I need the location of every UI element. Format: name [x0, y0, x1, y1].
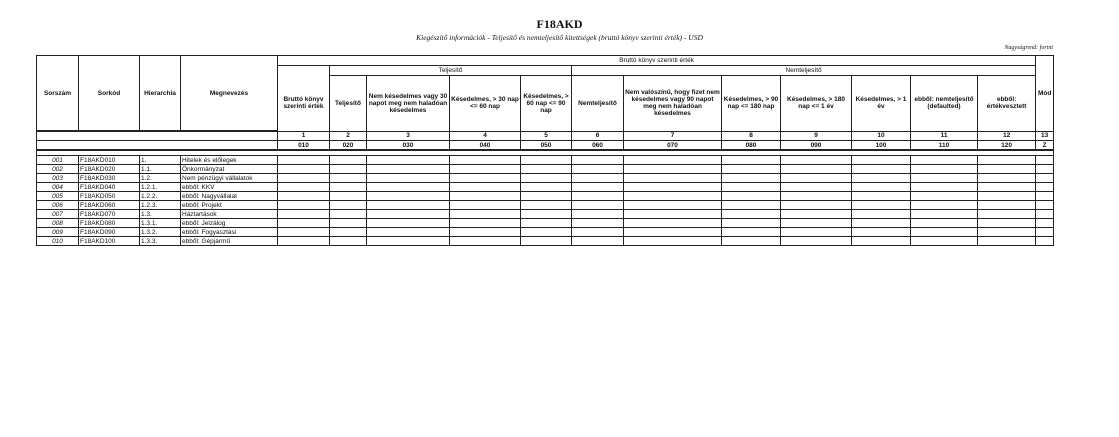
header-brutto-group: Bruttó könyv szerinti érték: [278, 56, 1036, 66]
value-cell-7[interactable]: [624, 174, 722, 183]
header-col-8: Késedelmes, > 90 nap <= 180 nap: [722, 76, 781, 132]
value-cell-7[interactable]: [624, 237, 722, 246]
row-sorszam: 003: [37, 174, 79, 183]
unit-note: Nagyságrend: forint: [1004, 45, 1053, 51]
value-cell-8[interactable]: [722, 156, 781, 165]
value-cell-4[interactable]: [450, 237, 521, 246]
value-cell-4[interactable]: [450, 174, 521, 183]
row-hierarchia: 1.2.: [140, 174, 181, 183]
value-cell-8[interactable]: [722, 192, 781, 201]
row-sorkod: F18AKD060: [79, 201, 140, 210]
row-sorkod: F18AKD050: [79, 192, 140, 201]
value-cell-7[interactable]: [624, 165, 722, 174]
value-cell-6[interactable]: [572, 201, 624, 210]
row-sorkod: F18AKD040: [79, 183, 140, 192]
row-sorszam: 001: [37, 156, 79, 165]
header-col-1: Bruttó könyv szerinti érték: [278, 76, 330, 132]
row-sorkod: F18AKD010: [79, 156, 140, 165]
row-sorkod: F18AKD080: [79, 219, 140, 228]
col-code-5: 050: [521, 141, 572, 151]
value-cell-12[interactable]: [978, 219, 1036, 228]
header-sorszam: Sorszám: [37, 56, 79, 132]
value-cell-1[interactable]: [278, 237, 330, 246]
value-cell-7[interactable]: [624, 192, 722, 201]
value-cell-3[interactable]: [367, 228, 450, 237]
col-num-13: 13: [1036, 131, 1054, 141]
value-cell-8[interactable]: [722, 210, 781, 219]
row-sorszam: 010: [37, 237, 79, 246]
header-col-6: Nemteljesítő: [572, 76, 624, 132]
value-cell-8[interactable]: [722, 201, 781, 210]
value-cell-4[interactable]: [450, 183, 521, 192]
value-cell-8[interactable]: [722, 237, 781, 246]
document-title: F18AKD: [536, 17, 583, 31]
value-cell-1[interactable]: [278, 228, 330, 237]
value-cell-2[interactable]: [330, 156, 367, 165]
col-num-4: 4: [450, 131, 521, 141]
header-hierarchia: Hierarchia: [140, 56, 181, 132]
col-code-6: 060: [572, 141, 624, 151]
col-code-8: 080: [722, 141, 781, 151]
value-cell-7[interactable]: [624, 183, 722, 192]
column-code-row: [37, 141, 1054, 151]
value-cell-13[interactable]: [1036, 228, 1054, 237]
table-header: [37, 56, 1054, 151]
value-cell-2[interactable]: [330, 174, 367, 183]
value-cell-11[interactable]: [911, 183, 978, 192]
col-num-9: 9: [781, 131, 852, 141]
row-sorszam: 002: [37, 165, 79, 174]
value-cell-12[interactable]: [978, 237, 1036, 246]
value-cell-6[interactable]: [572, 174, 624, 183]
value-cell-8[interactable]: [722, 183, 781, 192]
value-cell-5[interactable]: [521, 156, 572, 165]
value-cell-1[interactable]: [278, 174, 330, 183]
value-cell-1[interactable]: [278, 219, 330, 228]
value-cell-13[interactable]: [1036, 165, 1054, 174]
value-cell-13[interactable]: [1036, 210, 1054, 219]
value-cell-3[interactable]: [367, 165, 450, 174]
header-col-4: Késedelmes, > 30 nap <= 60 nap: [450, 76, 521, 132]
value-cell-11[interactable]: [911, 201, 978, 210]
value-cell-5[interactable]: [521, 183, 572, 192]
value-cell-5[interactable]: [521, 210, 572, 219]
row-hierarchia: 1.1.: [140, 165, 181, 174]
row-hierarchia: 1.3.: [140, 210, 181, 219]
value-cell-8[interactable]: [722, 228, 781, 237]
value-cell-6[interactable]: [572, 183, 624, 192]
row-sorkod: F18AKD070: [79, 210, 140, 219]
value-cell-4[interactable]: [450, 165, 521, 174]
value-cell-9[interactable]: [781, 192, 852, 201]
value-cell-6[interactable]: [572, 237, 624, 246]
value-cell-13[interactable]: [1036, 219, 1054, 228]
value-cell-2[interactable]: [330, 201, 367, 210]
header-col-3: Nem késedelmes vagy 30 napot meg nem haladóan késedelmes: [367, 76, 450, 132]
value-cell-6[interactable]: [572, 219, 624, 228]
value-cell-10[interactable]: [852, 210, 911, 219]
col-code-10: 100: [852, 141, 911, 151]
value-cell-11[interactable]: [911, 228, 978, 237]
col-num-6: 6: [572, 131, 624, 141]
table-row: [37, 210, 1054, 219]
row-sorszam: 008: [37, 219, 79, 228]
value-cell-4[interactable]: [450, 219, 521, 228]
col-code-1: 010: [278, 141, 330, 151]
row-hierarchia: 1.3.1.: [140, 219, 181, 228]
row-megnevezes: ebből: Fogyasztási: [181, 228, 278, 237]
row-sorkod: F18AKD100: [79, 237, 140, 246]
value-cell-10[interactable]: [852, 165, 911, 174]
col-num-5: 5: [521, 131, 572, 141]
table-row: [37, 183, 1054, 192]
value-cell-1[interactable]: [278, 183, 330, 192]
col-code-11: 110: [911, 141, 978, 151]
value-cell-9[interactable]: [781, 210, 852, 219]
row-sorszam: 007: [37, 210, 79, 219]
value-cell-5[interactable]: [521, 165, 572, 174]
value-cell-7[interactable]: [624, 210, 722, 219]
header-col-11: ebből: nemteljesítő (defaulted): [911, 76, 978, 132]
value-cell-1[interactable]: [278, 210, 330, 219]
value-cell-9[interactable]: [781, 228, 852, 237]
col-code-2: 020: [330, 141, 367, 151]
value-cell-11[interactable]: [911, 219, 978, 228]
report-table: [36, 55, 1054, 246]
row-hierarchia: 1.2.1.: [140, 183, 181, 192]
table-row: [37, 174, 1054, 183]
value-cell-7[interactable]: [624, 201, 722, 210]
value-cell-9[interactable]: [781, 156, 852, 165]
value-cell-13[interactable]: [1036, 183, 1054, 192]
col-num-1: 1: [278, 131, 330, 141]
column-code-blank: [37, 141, 278, 151]
table-body: [37, 150, 1054, 246]
value-cell-12[interactable]: [978, 165, 1036, 174]
col-code-9: 090: [781, 141, 852, 151]
col-num-10: 10: [852, 131, 911, 141]
column-number-row: [37, 131, 1054, 141]
value-cell-11[interactable]: [911, 174, 978, 183]
value-cell-1[interactable]: [278, 165, 330, 174]
col-num-11: 11: [911, 131, 978, 141]
value-cell-8[interactable]: [722, 165, 781, 174]
value-cell-12[interactable]: [978, 156, 1036, 165]
col-num-2: 2: [330, 131, 367, 141]
value-cell-11[interactable]: [911, 165, 978, 174]
header-nemteljesito-group: Nemteljesítő: [572, 66, 1036, 76]
value-cell-12[interactable]: [978, 192, 1036, 201]
value-cell-8[interactable]: [722, 174, 781, 183]
value-cell-9[interactable]: [781, 165, 852, 174]
header-col-mod: Mód: [1036, 56, 1054, 132]
header-col-2: Teljesítő: [330, 76, 367, 132]
row-megnevezes: ebből: Nagyvállalat: [181, 192, 278, 201]
document-subtitle: Kiegészítő információk - Teljesítő és nemteljesítő kitettségek (bruttó könyv szerinti érték) - USD: [416, 33, 703, 42]
value-cell-11[interactable]: [911, 210, 978, 219]
value-cell-1[interactable]: [278, 201, 330, 210]
col-num-12: 12: [978, 131, 1036, 141]
value-cell-9[interactable]: [781, 183, 852, 192]
value-cell-1[interactable]: [278, 192, 330, 201]
value-cell-4[interactable]: [450, 210, 521, 219]
value-cell-2[interactable]: [330, 228, 367, 237]
value-cell-9[interactable]: [781, 237, 852, 246]
value-cell-10[interactable]: [852, 174, 911, 183]
row-megnevezes: ebből: Projekt: [181, 201, 278, 210]
header-col-7: Nem valószínű, hogy fizet nem késedelmes vagy 90 napot meg nem haladóan késedelmes: [624, 76, 722, 132]
value-cell-12[interactable]: [978, 183, 1036, 192]
row-hierarchia: 1.2.3.: [140, 201, 181, 210]
header-col-5: Késedelmes, > 60 nap <= 90 nap: [521, 76, 572, 132]
header-teljesito-group: Teljesítő: [330, 66, 572, 76]
value-cell-11[interactable]: [911, 156, 978, 165]
col-code-13: Z: [1036, 141, 1054, 151]
table-row: [37, 219, 1054, 228]
value-cell-7[interactable]: [624, 219, 722, 228]
value-cell-11[interactable]: [911, 237, 978, 246]
value-cell-2[interactable]: [330, 210, 367, 219]
value-cell-3[interactable]: [367, 210, 450, 219]
row-megnevezes: ebből: Jelzálog: [181, 219, 278, 228]
header-col-9: Késedelmes, > 180 nap <= 1 év: [781, 76, 852, 132]
value-cell-10[interactable]: [852, 219, 911, 228]
value-cell-10[interactable]: [852, 192, 911, 201]
value-cell-2[interactable]: [330, 183, 367, 192]
value-cell-6[interactable]: [572, 228, 624, 237]
row-megnevezes: ebből: Gépjármű: [181, 237, 278, 246]
row-megnevezes: Nem pénzügyi vállalatok: [181, 174, 278, 183]
value-cell-2[interactable]: [330, 237, 367, 246]
value-cell-13[interactable]: [1036, 201, 1054, 210]
value-cell-12[interactable]: [978, 201, 1036, 210]
value-cell-4[interactable]: [450, 156, 521, 165]
col-num-7: 7: [624, 131, 722, 141]
value-cell-11[interactable]: [911, 192, 978, 201]
value-cell-13[interactable]: [1036, 192, 1054, 201]
value-cell-3[interactable]: [367, 192, 450, 201]
header-brutto-blank: [278, 66, 330, 76]
value-cell-5[interactable]: [521, 237, 572, 246]
value-cell-3[interactable]: [367, 237, 450, 246]
table-row: [37, 192, 1054, 201]
value-cell-3[interactable]: [367, 174, 450, 183]
header-col-10: Késedelmes, > 1 év: [852, 76, 911, 132]
col-num-8: 8: [722, 131, 781, 141]
value-cell-4[interactable]: [450, 201, 521, 210]
value-cell-5[interactable]: [521, 228, 572, 237]
column-number-blank: [37, 131, 278, 141]
value-cell-12[interactable]: [978, 210, 1036, 219]
value-cell-8[interactable]: [722, 219, 781, 228]
value-cell-10[interactable]: [852, 228, 911, 237]
value-cell-10[interactable]: [852, 201, 911, 210]
table-row: [37, 237, 1054, 246]
value-cell-5[interactable]: [521, 174, 572, 183]
table-row: [37, 228, 1054, 237]
value-cell-4[interactable]: [450, 228, 521, 237]
value-cell-10[interactable]: [852, 237, 911, 246]
value-cell-3[interactable]: [367, 183, 450, 192]
col-num-3: 3: [367, 131, 450, 141]
row-megnevezes: Önkormányzat: [181, 165, 278, 174]
col-code-4: 040: [450, 141, 521, 151]
table-row: [37, 156, 1054, 165]
value-cell-7[interactable]: [624, 156, 722, 165]
row-megnevezes: Hitelek és előlegek: [181, 156, 278, 165]
header-megnevezes: Megnevezés: [181, 56, 278, 132]
col-code-7: 070: [624, 141, 722, 151]
value-cell-13[interactable]: [1036, 174, 1054, 183]
value-cell-13[interactable]: [1036, 156, 1054, 165]
row-sorkod: F18AKD030: [79, 174, 140, 183]
row-hierarchia: 1.3.3.: [140, 237, 181, 246]
value-cell-4[interactable]: [450, 192, 521, 201]
value-cell-10[interactable]: [852, 156, 911, 165]
value-cell-3[interactable]: [367, 156, 450, 165]
table-row: [37, 165, 1054, 174]
value-cell-5[interactable]: [521, 192, 572, 201]
col-code-3: 030: [367, 141, 450, 151]
table-row: [37, 201, 1054, 210]
row-sorszam: 005: [37, 192, 79, 201]
value-cell-6[interactable]: [572, 156, 624, 165]
value-cell-10[interactable]: [852, 183, 911, 192]
value-cell-9[interactable]: [781, 219, 852, 228]
header-col-12: ebből: értékvesztett: [978, 76, 1036, 132]
row-sorszam: 009: [37, 228, 79, 237]
value-cell-3[interactable]: [367, 219, 450, 228]
row-sorszam: 006: [37, 201, 79, 210]
row-sorkod: F18AKD090: [79, 228, 140, 237]
row-hierarchia: 1.2.2.: [140, 192, 181, 201]
value-cell-5[interactable]: [521, 219, 572, 228]
value-cell-9[interactable]: [781, 201, 852, 210]
value-cell-7[interactable]: [624, 228, 722, 237]
value-cell-5[interactable]: [521, 201, 572, 210]
value-cell-2[interactable]: [330, 165, 367, 174]
row-hierarchia: 1.3.2.: [140, 228, 181, 237]
value-cell-2[interactable]: [330, 192, 367, 201]
header-sorkod: Sorkód: [79, 56, 140, 132]
col-code-12: 120: [978, 141, 1036, 151]
row-megnevezes: ebből: KKV: [181, 183, 278, 192]
row-sorkod: F18AKD020: [79, 165, 140, 174]
value-cell-6[interactable]: [572, 192, 624, 201]
value-cell-6[interactable]: [572, 210, 624, 219]
row-hierarchia: 1.: [140, 156, 181, 165]
value-cell-2[interactable]: [330, 219, 367, 228]
value-cell-1[interactable]: [278, 156, 330, 165]
value-cell-9[interactable]: [781, 174, 852, 183]
value-cell-3[interactable]: [367, 201, 450, 210]
value-cell-13[interactable]: [1036, 237, 1054, 246]
row-megnevezes: Háztartások: [181, 210, 278, 219]
value-cell-6[interactable]: [572, 165, 624, 174]
value-cell-12[interactable]: [978, 228, 1036, 237]
value-cell-12[interactable]: [978, 174, 1036, 183]
row-sorszam: 004: [37, 183, 79, 192]
